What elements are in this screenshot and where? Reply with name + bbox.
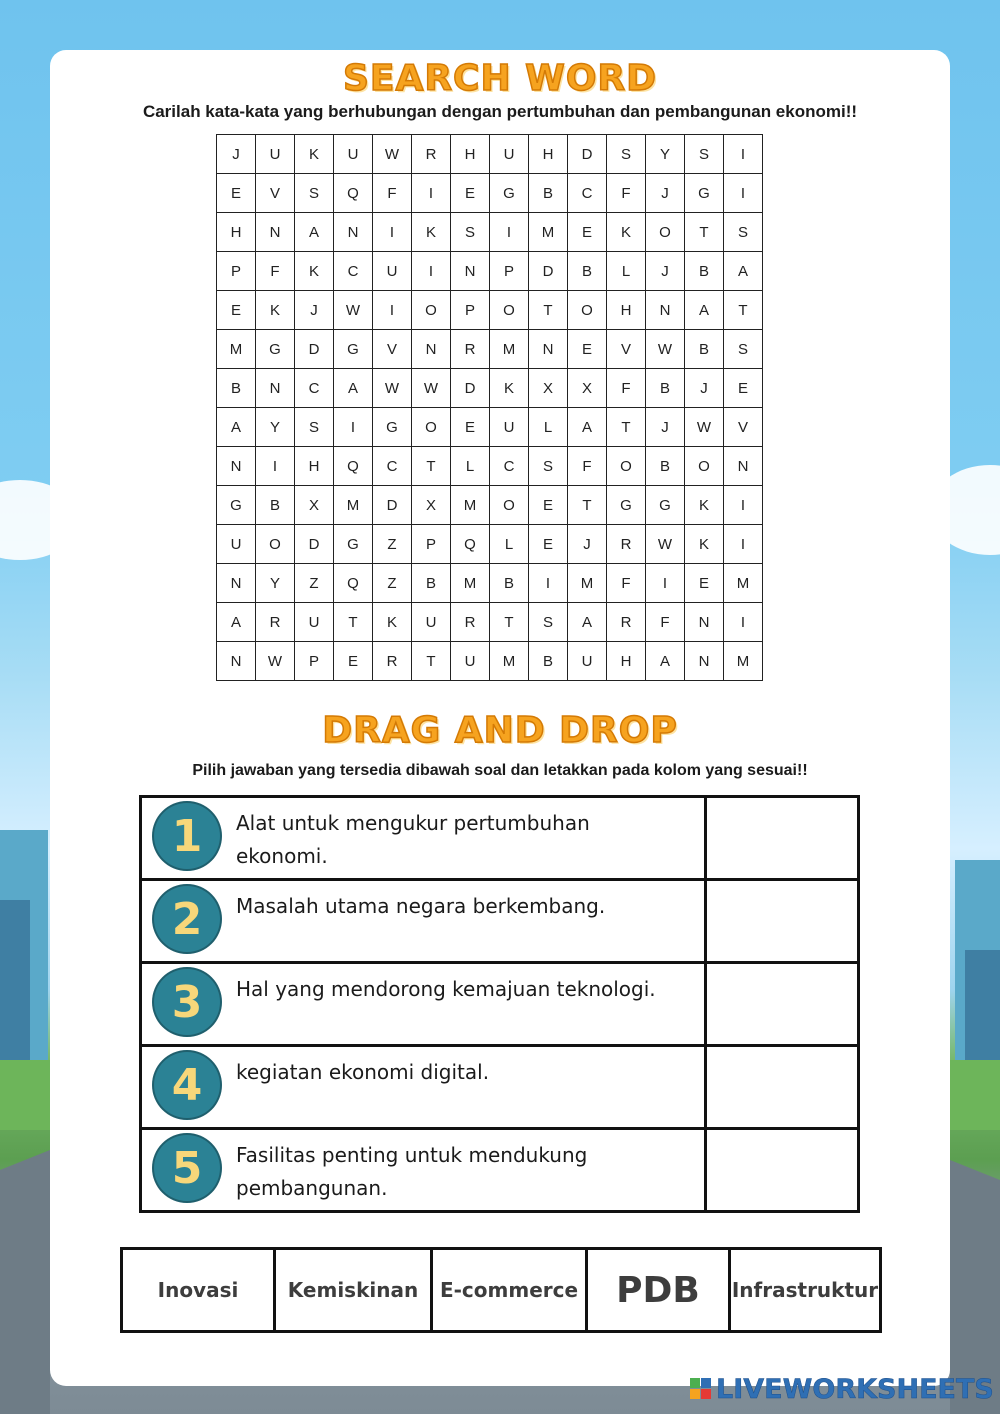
number-badge: [154, 1135, 220, 1201]
grid-cell[interactable]: S: [685, 135, 724, 174]
grid-cell[interactable]: R: [607, 525, 646, 564]
grid-cell[interactable]: U: [490, 408, 529, 447]
grid-cell[interactable]: R: [373, 642, 412, 681]
grid-cell[interactable]: B: [256, 486, 295, 525]
grid-cell[interactable]: M: [451, 486, 490, 525]
grid-cell[interactable]: F: [373, 174, 412, 213]
grid-cell[interactable]: K: [295, 135, 334, 174]
grid-cell[interactable]: K: [685, 525, 724, 564]
grid-cell[interactable]: O: [646, 213, 685, 252]
grid-cell[interactable]: M: [529, 213, 568, 252]
grid-cell[interactable]: A: [724, 252, 763, 291]
grid-cell[interactable]: M: [724, 564, 763, 603]
grid-cell[interactable]: I: [724, 135, 763, 174]
grid-cell[interactable]: M: [217, 330, 256, 369]
grid-cell[interactable]: Z: [295, 564, 334, 603]
grid-cell[interactable]: B: [412, 564, 451, 603]
grid-cell[interactable]: D: [373, 486, 412, 525]
grid-cell[interactable]: N: [256, 369, 295, 408]
grid-cell[interactable]: B: [568, 252, 607, 291]
grid-cell[interactable]: T: [607, 408, 646, 447]
answer-chip-infrastruktur[interactable]: Infrastruktur: [730, 1249, 881, 1332]
grid-row: [217, 447, 763, 486]
answer-bank: [120, 1247, 882, 1333]
drag-instruction: Pilih jawaban yang tersedia dibawah soal dan letakkan pada kolom yang sesuai!!: [192, 762, 808, 779]
grid-cell[interactable]: C: [295, 369, 334, 408]
grid-cell[interactable]: U: [568, 642, 607, 681]
grid-cell[interactable]: X: [529, 369, 568, 408]
grid-cell[interactable]: T: [568, 486, 607, 525]
grid-cell[interactable]: K: [685, 486, 724, 525]
question-text: Hal yang mendorong kemajuan teknologi.: [236, 977, 656, 1001]
grid-row: [217, 213, 763, 252]
grid-cell[interactable]: U: [490, 135, 529, 174]
grid-cell[interactable]: G: [607, 486, 646, 525]
grid-cell[interactable]: J: [646, 252, 685, 291]
grid-cell[interactable]: I: [646, 564, 685, 603]
grid-cell[interactable]: I: [724, 525, 763, 564]
grid-cell[interactable]: C: [568, 174, 607, 213]
grid-row: [217, 642, 763, 681]
grid-cell[interactable]: U: [256, 135, 295, 174]
grid-cell[interactable]: C: [373, 447, 412, 486]
grid-cell[interactable]: I: [724, 174, 763, 213]
grid-cell[interactable]: B: [529, 174, 568, 213]
answer-drop-zone[interactable]: [706, 880, 859, 963]
grid-cell[interactable]: A: [685, 291, 724, 330]
number-badge: [154, 1052, 220, 1118]
grid-cell[interactable]: R: [451, 330, 490, 369]
grid-cell[interactable]: N: [217, 642, 256, 681]
question-cell: [141, 1046, 706, 1129]
grid-row: [217, 369, 763, 408]
grid-cell[interactable]: L: [490, 525, 529, 564]
question-text: Alat untuk mengukur pertumbuhan ekonomi.: [236, 811, 590, 868]
grid-cell[interactable]: I: [724, 603, 763, 642]
number-label: 4: [171, 1059, 203, 1111]
grid-cell[interactable]: O: [607, 447, 646, 486]
grid-cell[interactable]: U: [412, 603, 451, 642]
grid-cell[interactable]: U: [451, 642, 490, 681]
grid-cell[interactable]: I: [412, 252, 451, 291]
grid-cell[interactable]: Z: [373, 525, 412, 564]
grid-cell[interactable]: T: [334, 603, 373, 642]
grid-cell[interactable]: Z: [373, 564, 412, 603]
grid-cell[interactable]: M: [724, 642, 763, 681]
grid-cell[interactable]: E: [724, 369, 763, 408]
question-cell: [141, 963, 706, 1046]
answer-drop-zone[interactable]: [706, 1046, 859, 1129]
grid-cell[interactable]: K: [607, 213, 646, 252]
grid-cell[interactable]: O: [490, 486, 529, 525]
grid-cell[interactable]: P: [295, 642, 334, 681]
grid-cell[interactable]: R: [451, 603, 490, 642]
grid-cell[interactable]: D: [451, 369, 490, 408]
grid-cell[interactable]: G: [256, 330, 295, 369]
grid-cell[interactable]: I: [490, 213, 529, 252]
grid-cell[interactable]: Y: [256, 408, 295, 447]
grid-cell[interactable]: H: [607, 642, 646, 681]
grid-cell[interactable]: S: [529, 603, 568, 642]
grid-row: [217, 525, 763, 564]
grid-cell[interactable]: S: [295, 408, 334, 447]
brand-name: LIVEWORKSHEETS: [716, 1373, 994, 1405]
grid-cell[interactable]: I: [373, 213, 412, 252]
grid-cell[interactable]: W: [685, 408, 724, 447]
grid-cell[interactable]: U: [217, 525, 256, 564]
grid-cell[interactable]: A: [646, 642, 685, 681]
grid-cell[interactable]: Q: [451, 525, 490, 564]
grid-cell[interactable]: S: [295, 174, 334, 213]
grid-row: [217, 291, 763, 330]
grid-cell[interactable]: Q: [334, 174, 373, 213]
grid-cell[interactable]: L: [607, 252, 646, 291]
grid-cell[interactable]: O: [412, 408, 451, 447]
grid-cell[interactable]: Q: [334, 447, 373, 486]
grid-cell[interactable]: H: [529, 135, 568, 174]
grid-cell[interactable]: G: [685, 174, 724, 213]
grid-cell[interactable]: T: [490, 603, 529, 642]
grid-cell[interactable]: T: [412, 642, 451, 681]
grid-cell[interactable]: O: [568, 291, 607, 330]
answer-chip-inovasi[interactable]: Inovasi: [122, 1249, 275, 1332]
grid-cell[interactable]: V: [373, 330, 412, 369]
grid-cell[interactable]: E: [334, 642, 373, 681]
grid-cell[interactable]: N: [529, 330, 568, 369]
grid-cell[interactable]: L: [451, 447, 490, 486]
grid-cell[interactable]: B: [529, 642, 568, 681]
grid-cell[interactable]: B: [685, 252, 724, 291]
grid-cell[interactable]: W: [334, 291, 373, 330]
grid-cell[interactable]: A: [217, 408, 256, 447]
grid-cell[interactable]: G: [373, 408, 412, 447]
grid-cell[interactable]: M: [490, 642, 529, 681]
grid-cell[interactable]: H: [607, 291, 646, 330]
liveworksheets-brand[interactable]: [690, 1374, 994, 1404]
grid-cell[interactable]: C: [490, 447, 529, 486]
grid-cell[interactable]: P: [451, 291, 490, 330]
grid-cell[interactable]: E: [685, 564, 724, 603]
grid-cell[interactable]: B: [217, 369, 256, 408]
grid-cell[interactable]: W: [646, 330, 685, 369]
grid-cell[interactable]: R: [412, 135, 451, 174]
number-label: 2: [171, 893, 203, 945]
search-instruction: Carilah kata-kata yang berhubungan dengan pertumbuhan dan pembangunan ekonomi!!: [142, 102, 858, 121]
grid-cell[interactable]: F: [256, 252, 295, 291]
grid-cell[interactable]: G: [646, 486, 685, 525]
grid-cell[interactable]: T: [412, 447, 451, 486]
question-row: [141, 963, 859, 1046]
grid-cell[interactable]: D: [295, 330, 334, 369]
grid-row: [217, 564, 763, 603]
grid-cell[interactable]: G: [490, 174, 529, 213]
grid-cell[interactable]: W: [646, 525, 685, 564]
grid-row: [217, 330, 763, 369]
grid-cell[interactable]: N: [334, 213, 373, 252]
grid-cell[interactable]: K: [373, 603, 412, 642]
grid-cell[interactable]: E: [529, 525, 568, 564]
grid-cell[interactable]: G: [334, 330, 373, 369]
grid-cell[interactable]: S: [724, 213, 763, 252]
number-badge: [154, 969, 220, 1035]
question-cell: [141, 880, 706, 963]
word-search-grid[interactable]: [216, 134, 763, 681]
answer-drop-zone[interactable]: [706, 797, 859, 880]
grid-cell[interactable]: B: [490, 564, 529, 603]
grid-cell[interactable]: P: [217, 252, 256, 291]
number-label: 3: [171, 976, 203, 1028]
grid-cell[interactable]: W: [373, 369, 412, 408]
grid-cell[interactable]: P: [490, 252, 529, 291]
grid-cell[interactable]: F: [607, 174, 646, 213]
grid-cell[interactable]: O: [256, 525, 295, 564]
grid-cell[interactable]: N: [217, 447, 256, 486]
answer-chip-pdb[interactable]: PDB: [587, 1249, 730, 1332]
grid-cell[interactable]: X: [412, 486, 451, 525]
grid-cell[interactable]: N: [451, 252, 490, 291]
grid-row: [217, 408, 763, 447]
grid-cell[interactable]: G: [217, 486, 256, 525]
question-cell: [141, 1129, 706, 1212]
grid-cell[interactable]: F: [568, 447, 607, 486]
grid-cell[interactable]: A: [568, 603, 607, 642]
grid-cell[interactable]: M: [451, 564, 490, 603]
liveworksheets-logo-icon: [690, 1378, 712, 1400]
grid-cell[interactable]: N: [724, 447, 763, 486]
grid-cell[interactable]: A: [295, 213, 334, 252]
question-text: Fasilitas penting untuk mendukung pembangunan.: [236, 1143, 588, 1200]
grid-cell[interactable]: K: [412, 213, 451, 252]
grid-cell[interactable]: J: [646, 174, 685, 213]
grid-cell[interactable]: A: [568, 408, 607, 447]
grid-row: [217, 135, 763, 174]
grid-cell[interactable]: S: [607, 135, 646, 174]
grid-cell[interactable]: I: [256, 447, 295, 486]
grid-cell[interactable]: B: [685, 330, 724, 369]
grid-cell[interactable]: V: [256, 174, 295, 213]
grid-cell[interactable]: W: [412, 369, 451, 408]
answer-drop-zone[interactable]: [706, 963, 859, 1046]
grid-cell[interactable]: U: [334, 135, 373, 174]
grid-cell[interactable]: B: [646, 447, 685, 486]
grid-cell[interactable]: M: [490, 330, 529, 369]
number-label: 5: [171, 1142, 203, 1194]
grid-cell[interactable]: U: [295, 603, 334, 642]
number-badge: [154, 886, 220, 952]
grid-row: [217, 252, 763, 291]
grid-cell[interactable]: I: [412, 174, 451, 213]
grid-cell[interactable]: J: [217, 135, 256, 174]
grid-cell[interactable]: Y: [256, 564, 295, 603]
number-badge: [154, 803, 220, 869]
grid-cell[interactable]: D: [529, 252, 568, 291]
grid-cell[interactable]: E: [217, 291, 256, 330]
grid-row: [217, 174, 763, 213]
grid-cell[interactable]: N: [685, 642, 724, 681]
question-table: [139, 795, 860, 1213]
question-row: [141, 1129, 859, 1212]
answer-chip-ecommerce[interactable]: E-commerce: [432, 1249, 587, 1332]
grid-row: [217, 603, 763, 642]
grid-cell[interactable]: D: [568, 135, 607, 174]
answer-drop-zone[interactable]: [706, 1129, 859, 1212]
grid-cell[interactable]: N: [646, 291, 685, 330]
grid-cell[interactable]: O: [685, 447, 724, 486]
grid-cell[interactable]: T: [724, 291, 763, 330]
grid-cell[interactable]: M: [334, 486, 373, 525]
grid-cell[interactable]: B: [646, 369, 685, 408]
grid-cell[interactable]: H: [451, 135, 490, 174]
grid-cell[interactable]: S: [529, 447, 568, 486]
grid-cell[interactable]: I: [334, 408, 373, 447]
grid-cell[interactable]: I: [724, 486, 763, 525]
grid-cell[interactable]: X: [568, 369, 607, 408]
grid-cell[interactable]: R: [256, 603, 295, 642]
grid-cell[interactable]: R: [607, 603, 646, 642]
grid-cell[interactable]: T: [529, 291, 568, 330]
grid-cell[interactable]: C: [334, 252, 373, 291]
grid-cell[interactable]: T: [685, 213, 724, 252]
grid-cell[interactable]: N: [256, 213, 295, 252]
grid-cell[interactable]: H: [295, 447, 334, 486]
grid-cell[interactable]: U: [373, 252, 412, 291]
question-cell: [141, 797, 706, 880]
grid-cell[interactable]: A: [334, 369, 373, 408]
drag-drop-title: DRAG AND DROP: [322, 710, 678, 751]
grid-cell[interactable]: S: [451, 213, 490, 252]
grid-cell[interactable]: V: [607, 330, 646, 369]
grid-cell[interactable]: P: [412, 525, 451, 564]
grid-cell[interactable]: F: [607, 369, 646, 408]
grid-cell[interactable]: J: [646, 408, 685, 447]
grid-cell[interactable]: E: [568, 330, 607, 369]
grid-cell[interactable]: E: [568, 213, 607, 252]
grid-row: [217, 486, 763, 525]
grid-cell[interactable]: F: [646, 603, 685, 642]
question-row: [141, 880, 859, 963]
number-label: 1: [171, 810, 203, 862]
grid-cell[interactable]: I: [529, 564, 568, 603]
question-text: Masalah utama negara berkembang.: [236, 894, 606, 918]
grid-cell[interactable]: F: [607, 564, 646, 603]
grid-cell[interactable]: E: [451, 408, 490, 447]
grid-cell[interactable]: H: [217, 213, 256, 252]
grid-cell[interactable]: K: [295, 252, 334, 291]
grid-cell[interactable]: S: [724, 330, 763, 369]
grid-cell[interactable]: N: [217, 564, 256, 603]
question-text: kegiatan ekonomi digital.: [236, 1060, 490, 1084]
grid-cell[interactable]: L: [529, 408, 568, 447]
grid-cell[interactable]: A: [217, 603, 256, 642]
grid-cell[interactable]: K: [490, 369, 529, 408]
grid-cell[interactable]: J: [568, 525, 607, 564]
question-row: [141, 797, 859, 880]
answer-chip-kemiskinan[interactable]: Kemiskinan: [275, 1249, 432, 1332]
grid-cell[interactable]: W: [256, 642, 295, 681]
grid-cell[interactable]: O: [490, 291, 529, 330]
grid-cell[interactable]: E: [451, 174, 490, 213]
grid-cell[interactable]: J: [295, 291, 334, 330]
grid-cell[interactable]: G: [334, 525, 373, 564]
search-word-title: SEARCH WORD: [342, 58, 658, 99]
grid-cell[interactable]: I: [373, 291, 412, 330]
grid-cell[interactable]: E: [217, 174, 256, 213]
grid-cell[interactable]: M: [568, 564, 607, 603]
grid-cell[interactable]: N: [412, 330, 451, 369]
grid-cell[interactable]: J: [685, 369, 724, 408]
grid-cell[interactable]: Y: [646, 135, 685, 174]
grid-cell[interactable]: O: [412, 291, 451, 330]
grid-cell[interactable]: N: [685, 603, 724, 642]
grid-cell[interactable]: W: [373, 135, 412, 174]
grid-cell[interactable]: X: [295, 486, 334, 525]
grid-cell[interactable]: D: [295, 525, 334, 564]
grid-cell[interactable]: Q: [334, 564, 373, 603]
grid-cell[interactable]: K: [256, 291, 295, 330]
question-row: [141, 1046, 859, 1129]
grid-cell[interactable]: V: [724, 408, 763, 447]
grid-cell[interactable]: E: [529, 486, 568, 525]
